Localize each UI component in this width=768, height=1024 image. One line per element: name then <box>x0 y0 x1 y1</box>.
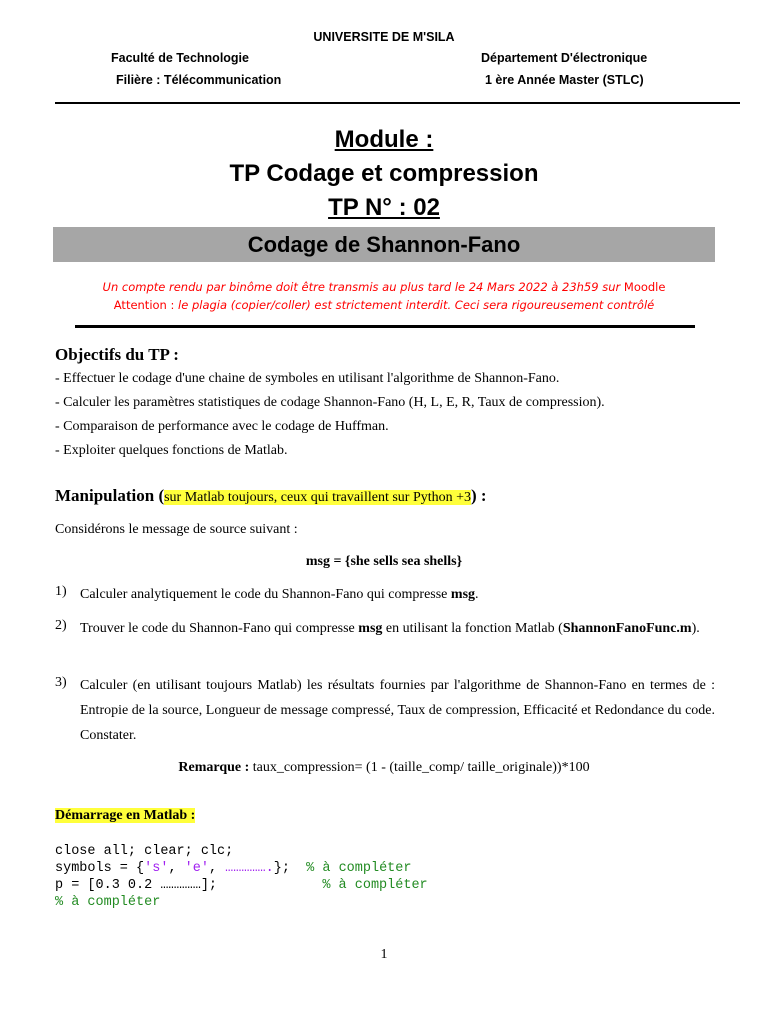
remark-label: Remarque : <box>178 760 250 775</box>
module-title: Module : <box>334 126 434 153</box>
objective-item: - Effectuer le codage d'une chaine de symboles en utilisant l'algorithme de Shannon-Fano. <box>55 371 560 386</box>
objective-item: - Exploiter quelques fonctions de Matlab. <box>55 443 288 458</box>
step-text: en utilisant la fonction Matlab ( <box>382 621 563 636</box>
code-comment: % à compléter <box>322 878 428 893</box>
step-keyword: msg <box>450 587 476 602</box>
page-number: 1 <box>380 947 388 962</box>
manipulation-title: Manipulation ( <box>55 486 165 505</box>
code-comment: % à compléter <box>55 895 161 910</box>
notice-divider <box>75 325 695 328</box>
step-text: Calculer analytiquement le code du Shannon-Fano qui compresse <box>80 587 451 602</box>
manipulation-note: sur Matlab toujours, ceux qui travaillent sur Python +3 <box>164 490 472 505</box>
study-year: 1 ère Année Master (STLC) <box>485 73 644 87</box>
field-name: Filière : Télécommunication <box>116 73 282 87</box>
function-name: ShannonFanoFunc.m <box>562 621 692 636</box>
objectives-heading: Objectifs du TP : <box>55 345 179 364</box>
step-number: 2) <box>55 618 67 633</box>
subject-banner: Codage de Shannon-Fano <box>53 227 715 262</box>
course-title: TP Codage et compression <box>229 160 539 187</box>
remark-text: taux_compression= (1 - (taille_comp/ taille_originale))*100 <box>249 760 590 775</box>
code-comment: % à compléter <box>306 861 412 876</box>
manipulation-heading <box>55 486 487 506</box>
plagiarism-text: le plagia (copier/coller) est strictement interdit. Ceci sera rigoureusement contrôlé <box>174 298 655 312</box>
code-line: symbols = {'s', 'e', …………….}; % à compléter <box>55 861 412 876</box>
faculty-name: Faculté de Technologie <box>111 51 249 65</box>
step-text: Trouver le code du Shannon-Fano qui compresse <box>80 621 359 636</box>
step-number: 1) <box>55 584 67 599</box>
step-text: ). <box>691 621 700 636</box>
submission-notice <box>0 280 768 294</box>
attention-label: Attention : <box>113 298 175 312</box>
code-line: close all; clear; clc; <box>55 844 234 859</box>
department-name: Département D'électronique <box>481 51 648 65</box>
tp-number: TP N° : 02 <box>328 194 440 221</box>
code-line <box>55 894 428 911</box>
matlab-code <box>55 843 428 911</box>
step-number: 3) <box>55 675 67 690</box>
remark <box>0 760 768 776</box>
matlab-heading <box>55 808 195 824</box>
manipulation-title-end: ) : <box>471 486 487 505</box>
message-intro: Considérons le message de source suivant : <box>55 522 298 537</box>
step-2 <box>55 616 715 641</box>
code-line: p = [0.3 0.2 ……………]; % à compléter <box>55 878 428 893</box>
platform-name: Moodle <box>623 280 666 294</box>
header-divider <box>55 102 740 104</box>
university-name: UNIVERSITE DE M'SILA <box>313 30 455 44</box>
step-keyword: msg <box>358 621 383 636</box>
step-text: Calculer (en utilisant toujours Matlab) les résultats fournies par l'algorithme de Shannon-Fano en termes de : Entropie de la source, Longueur de message compressé, Taux de compression, Efficacité et Redondance du code. Constater. <box>80 678 715 743</box>
matlab-heading-text: Démarrage en Matlab : <box>55 808 196 823</box>
step-1 <box>55 582 715 607</box>
step-3 <box>55 673 715 748</box>
objective-item: - Comparaison de performance avec le codage de Huffman. <box>55 419 389 434</box>
submission-text: Un compte rendu par binôme doit être transmis au plus tard le 24 Mars 2022 à 23h59 sur <box>102 280 624 294</box>
plagiarism-notice <box>0 298 768 312</box>
source-message: msg = {she sells sea shells} <box>305 554 463 569</box>
step-text: . <box>475 587 479 602</box>
objective-item: - Calculer les paramètres statistiques de codage Shannon-Fano (H, L, E, R, Taux de compression). <box>55 395 605 410</box>
